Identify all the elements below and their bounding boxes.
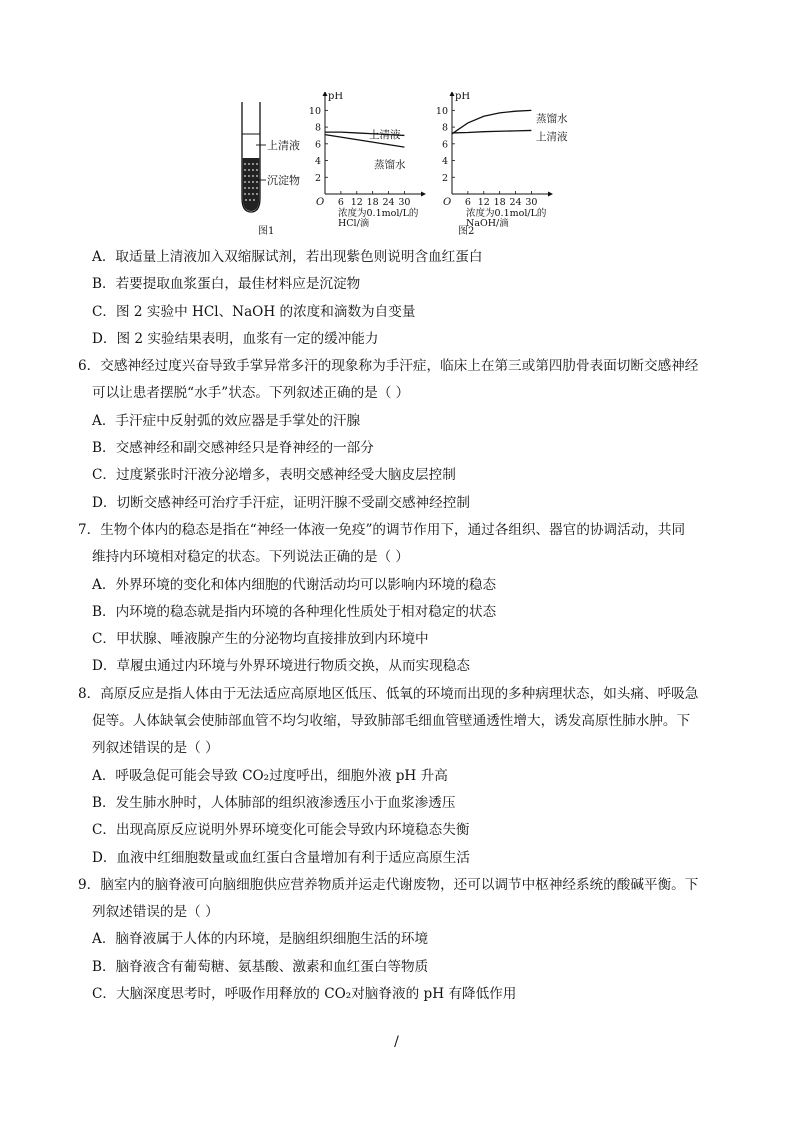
question-block [78,872,718,1008]
question-option: C．甲状腺、唾液腺产生的分泌物均直接排放到内环境中 [92,631,429,648]
x-tick-label: 30 [398,197,411,208]
x-tick-label: 24 [382,197,395,208]
question-option: A．外界环境的变化和体内细胞的代谢活动均可以影响内环境的稳态 [92,576,497,593]
question-stem-continued: 列叙述错误的是（ ） [92,904,219,921]
x-tick-label: 6 [337,197,344,208]
series-label: 上清液 [536,131,568,143]
question-list [78,353,718,1008]
origin-label: O [443,197,452,208]
tube-label-sediment: 沉淀物 [267,174,300,187]
x-tick-label: 30 [525,197,538,208]
question-block [78,353,718,517]
y-tick-label: 2 [314,172,321,184]
question-block [78,517,718,681]
q5-option: A．取适量上清液加入双缩脲试剂，若出现紫色则说明含血红蛋白 [92,249,483,265]
y-axis-label: pH [455,92,471,102]
chart-2-naoh [436,92,568,229]
y-tick-label: 10 [435,105,448,117]
question-option: A．脑脊液属于人体的内环境，是脑组织细胞生活的环境 [92,931,429,948]
y-tick-label: 4 [441,156,448,168]
q5-options [78,244,718,353]
y-tick-label: 10 [308,105,321,117]
x-axis-label-line1: 浓度为0.1mol/L的 [466,208,547,219]
x-axis-arrow [548,192,553,197]
question-option: A．手汗症中反射弧的效应器是手掌处的汗腺 [92,412,361,429]
question-stem-continued: 可以让患者摆脱“水手”状态。下列叙述正确的是（ ） [92,385,410,402]
question-stem-continued: 维持内环境相对稳定的状态。下列说法正确的是（ ） [92,549,409,566]
tube-label-supernatant: 上清液 [267,139,300,152]
y-axis-arrow [450,92,455,96]
y-tick-label: 8 [314,122,321,134]
question-option: B．内环境的稳态就是指内环境的各种理化性质处于相对稳定的状态 [92,603,497,620]
series-label: 上清液 [369,129,401,141]
y-axis-arrow [323,92,328,96]
question-option: D．切断交感神经可治疗手汗症，证明汗腺不受副交感神经控制 [92,494,470,511]
question-option: D．草履虫通过内环境与外界环境进行物质交换，从而实现稳态 [92,658,470,675]
chart-1-hcl [309,92,426,229]
question-option: C．出现高原反应说明外界环境变化可能会导致内环境稳态失衡 [92,822,470,839]
experiment-figure [230,92,590,242]
test-tube [242,102,300,237]
question-stem: 9．脑室内的脑脊液可向脑细胞供应营养物质并运走代谢废物，还可以调节中枢神经系统的酸碱平衡。下 [78,876,699,893]
series-label: 蒸馏水 [374,159,406,171]
question-option: C．过度紧张时汗液分泌增多，表明交感神经受大脑皮层控制 [92,467,456,484]
question-content [78,244,718,1008]
tube-sediment [243,158,260,211]
x-axis-arrow [421,192,426,197]
x-tick-label: 18 [493,197,506,208]
x-tick-label: 18 [366,197,379,208]
fig1-caption: 图1 [258,226,275,237]
series-label: 蒸馏水 [536,113,568,125]
question-option: A．呼吸急促可能会导致 CO₂过度呼出，细胞外液 pH 升高 [92,767,448,784]
x-axis-label-line2: HCl/滴 [338,218,370,229]
question-option: D．血液中红细胞数量或血红蛋白含量增加有利于适应高原生活 [92,849,470,866]
fig2-caption: 图2 [458,226,475,237]
question-stem: 6．交感神经过度兴奋导致手掌异常多汗的现象称为手汗症，临床上在第三或第四肋骨表面切断交感神经 [78,358,699,375]
q5-option: B．若要提取血浆蛋白，最佳材料应是沉淀物 [92,276,361,293]
question-option: B．交感神经和副交感神经只是脊神经的一部分 [92,440,374,457]
x-tick-label: 12 [477,197,490,208]
question-stem: 7．生物个体内的稳态是指在“神经一体液一免疫”的调节作用下，通过各组织、器官的协调活动，共同 [78,521,686,538]
y-tick-label: 8 [441,122,448,134]
question-option: B．脑脊液含有葡萄糖、氨基酸、激素和血红蛋白等物质 [92,958,429,975]
x-axis-label-line2: NaOH/滴 [466,218,509,229]
figure-svg [230,92,590,242]
y-tick-label: 6 [314,139,321,151]
y-tick-label: 4 [314,156,321,168]
question-stem: 8．高原反应是指人体由于无法适应高原地区低压、低氧的环境而出现的多种病理状态，如头痛、呼吸急 [78,685,699,702]
x-axis-label-line1: 浓度为0.1mol/L的 [338,208,419,219]
question-option: B．发生肺水肿时，人体肺部的组织液渗透压小于血浆渗透压 [92,794,456,811]
page-footer-mark: / [394,1034,399,1050]
question-option: C．大脑深度思考时，呼吸作用释放的 CO₂对脑脊液的 pH 有降低作用 [92,986,517,1003]
x-tick-label: 6 [464,197,471,208]
question-stem-continued: 列叙述错误的是（ ） [92,740,219,757]
y-tick-label: 2 [441,172,448,184]
origin-label: O [316,197,325,208]
y-axis-label: pH [328,92,344,102]
series-line [452,130,531,133]
y-tick-label: 6 [441,139,448,151]
x-tick-label: 12 [350,197,363,208]
question-stem-continued: 促等。人体缺氧会使肺部血管不均匀收缩，导致肺部毛细血管壁通透性增大，诱发高原性肺水肿。下 [92,713,691,730]
q5-option: D．图 2 实验结果表明，血浆有一定的缓冲能力 [92,330,379,347]
x-tick-label: 24 [509,197,522,208]
question-block [78,681,718,872]
q5-option: C．图 2 实验中 HCl、NaOH 的浓度和滴数为自变量 [92,303,416,320]
